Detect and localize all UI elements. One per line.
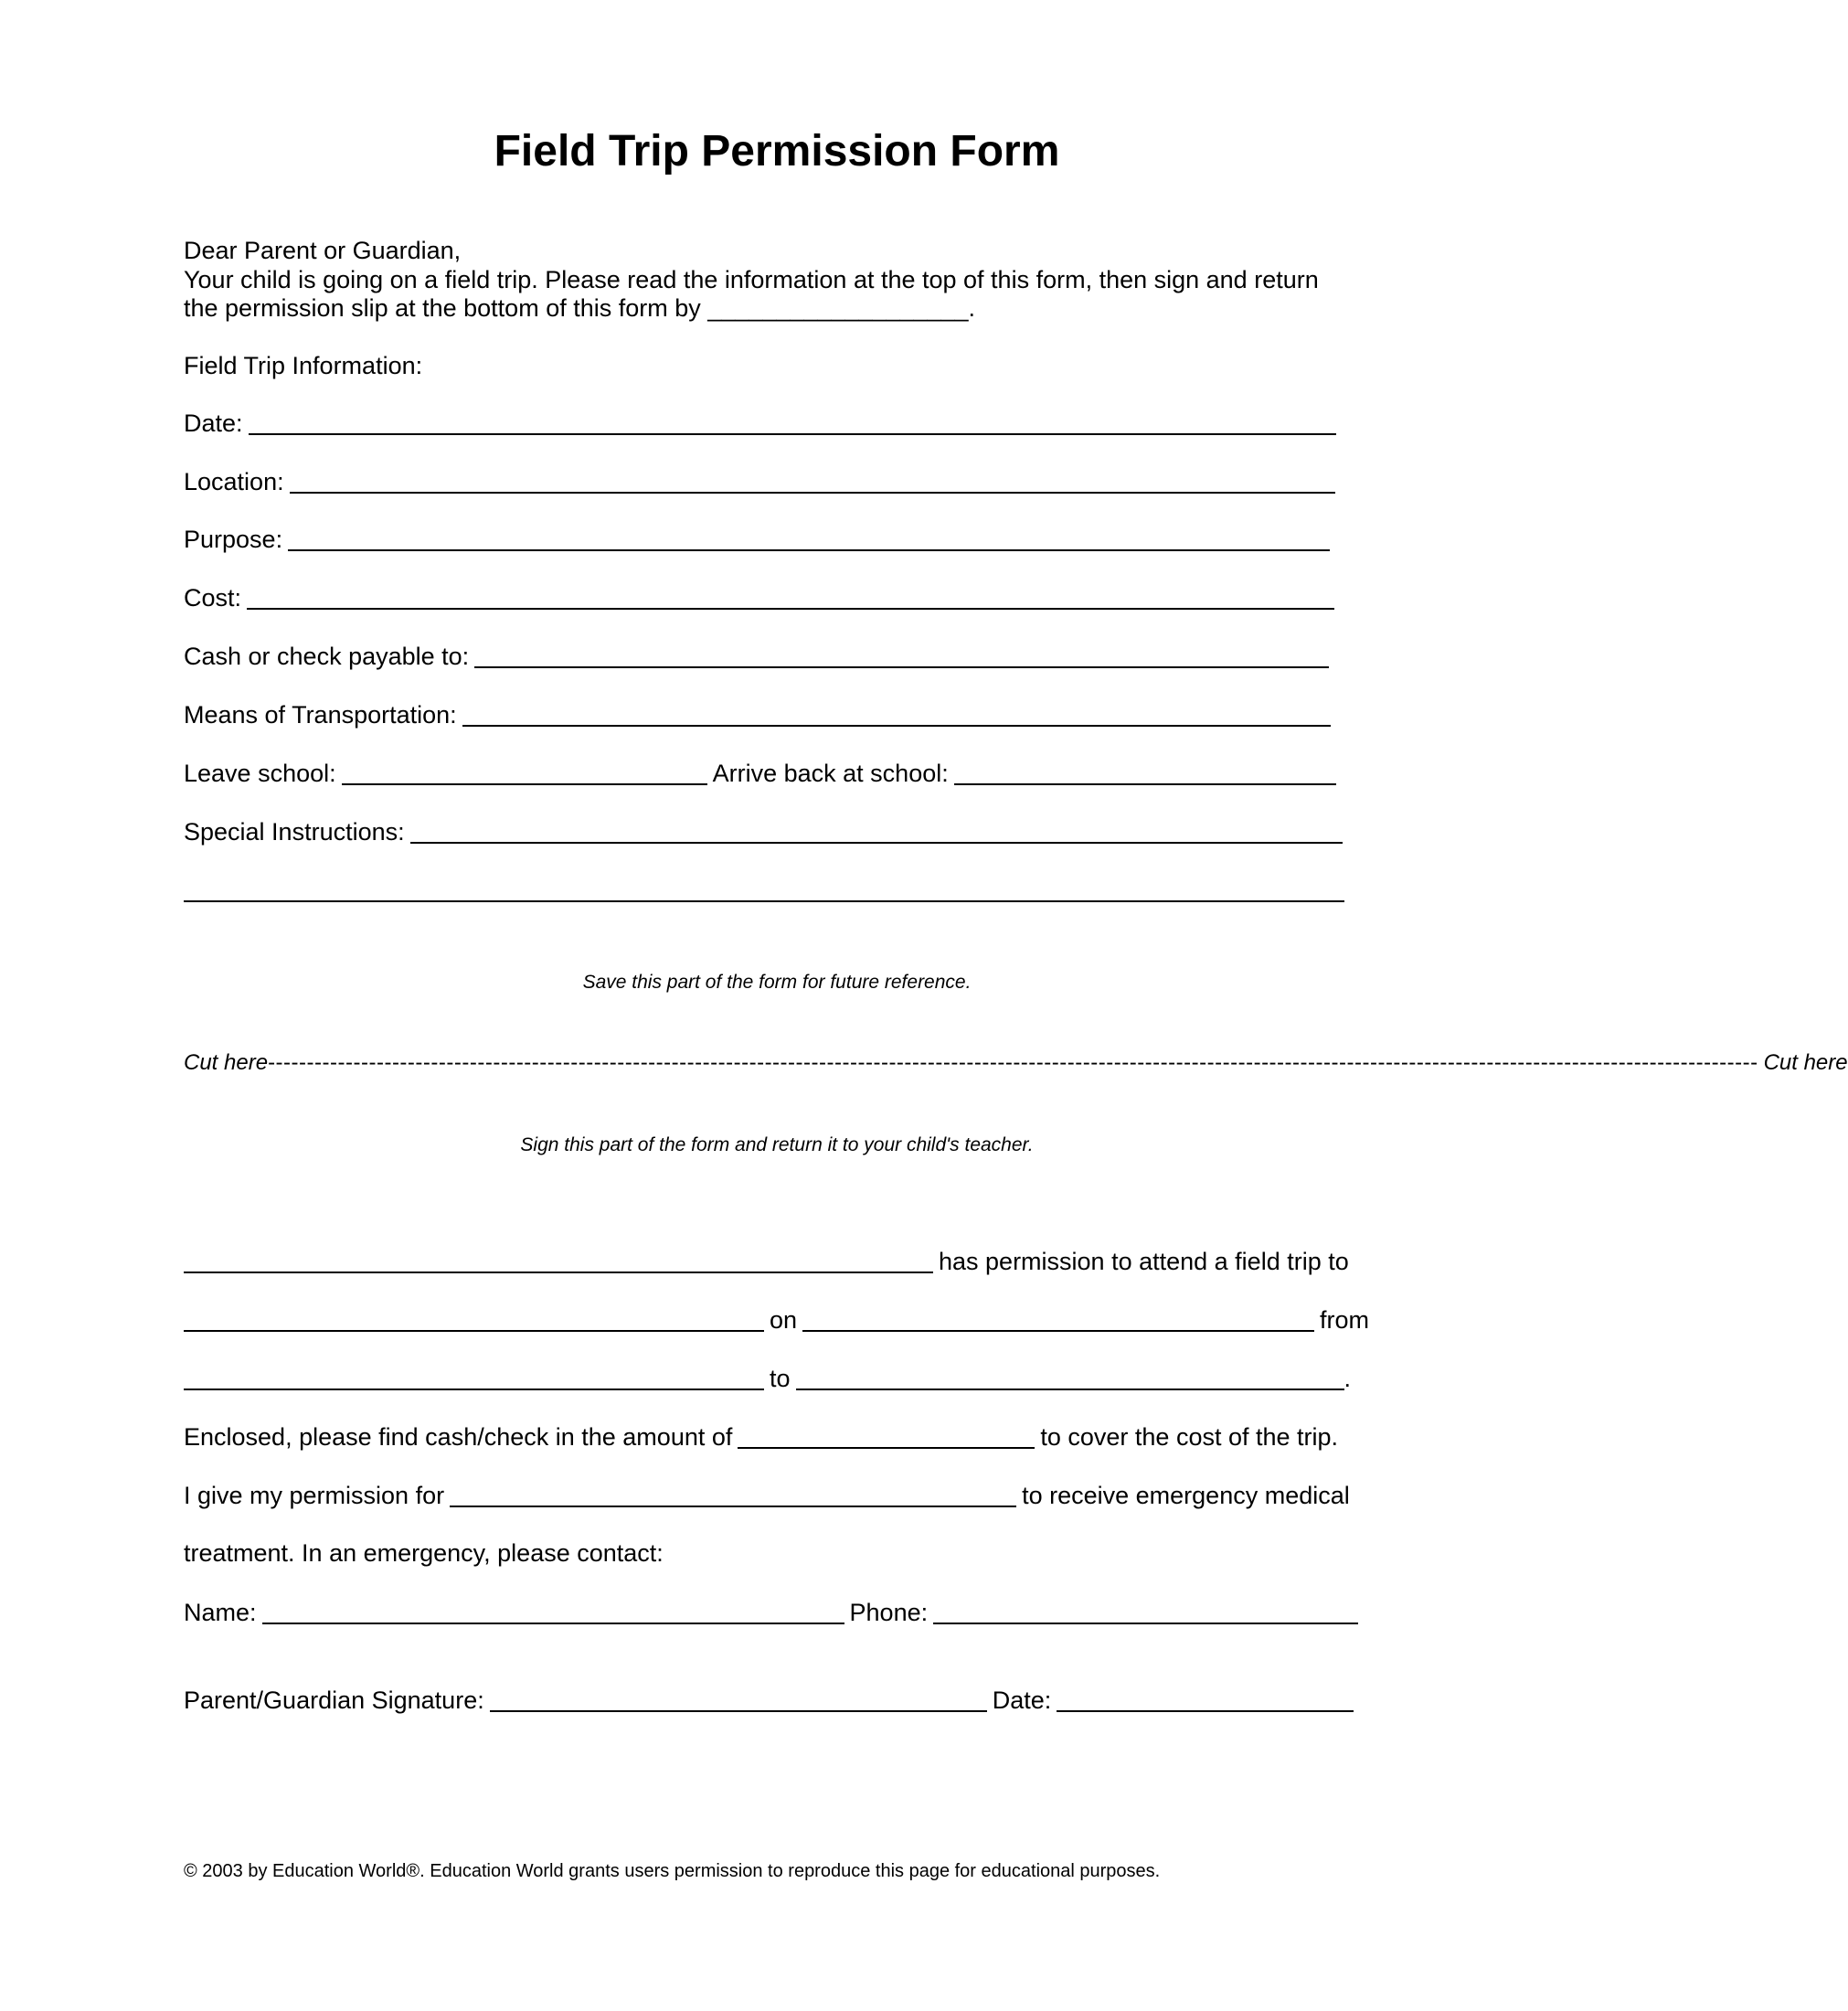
enclosed-suffix: to cover the cost of the trip. (1040, 1423, 1339, 1451)
has-permission-text: has permission to attend a field trip to (939, 1248, 1349, 1275)
period-text: . (1344, 1365, 1352, 1392)
cut-line (184, 1049, 1848, 1077)
info-heading: Field Trip Information: (184, 352, 423, 379)
permission-suffix: to receive emergency medical (1022, 1482, 1350, 1509)
cut-dashes: ------------------------------------------------------------------------------------------------------------------------------------------------------------------------------------------------ (268, 1050, 1758, 1075)
cost-field[interactable] (247, 584, 1334, 610)
arrive-label: Arrive back at school: (712, 760, 949, 787)
transportation-field[interactable] (462, 701, 1331, 727)
intro-line-2: the permission slip at the bottom of this form by ___________________. (184, 294, 976, 322)
on-text: on (770, 1306, 798, 1334)
leave-school-field[interactable] (342, 760, 707, 785)
purpose-field[interactable] (288, 526, 1330, 551)
from-text: from (1320, 1306, 1370, 1334)
special-instructions-field[interactable] (410, 818, 1343, 844)
slip-row-5 (184, 1479, 1372, 1510)
phone-label: Phone: (849, 1599, 929, 1626)
signature-field[interactable] (490, 1686, 987, 1712)
purpose-label: Purpose: (184, 526, 283, 553)
greeting: Dear Parent or Guardian, (184, 237, 462, 264)
special-instructions-field-line-2[interactable] (184, 877, 1344, 902)
intro-line-1: Your child is going on a field trip. Please read the information at the top of this form, then sign and return (184, 266, 1319, 293)
special-label: Special Instructions: (184, 818, 405, 846)
student-name-field[interactable] (184, 1248, 933, 1273)
transport-row (184, 698, 1372, 729)
slip-row-4 (184, 1420, 1372, 1452)
cost-label: Cost: (184, 584, 242, 612)
location-label: Location: (184, 468, 284, 495)
contact-row (184, 1596, 1372, 1627)
signature-row (184, 1684, 1372, 1715)
payable-to-field[interactable] (474, 643, 1329, 668)
payable-label: Cash or check payable to: (184, 643, 470, 670)
signature-date-field[interactable] (1057, 1686, 1354, 1712)
transport-label: Means of Transportation: (184, 701, 457, 729)
slip-row-2 (184, 1303, 1372, 1335)
special-row (184, 815, 1372, 846)
to-time-field[interactable] (796, 1365, 1344, 1390)
slip-row-3 (184, 1362, 1372, 1393)
destination-field[interactable] (184, 1306, 764, 1332)
special-row-2 (184, 874, 1372, 905)
treatment-text: treatment. In an emergency, please contact: (184, 1539, 664, 1567)
leave-label: Leave school: (184, 760, 336, 787)
payable-row (184, 640, 1372, 671)
cost-row (184, 581, 1372, 612)
slip-date-field[interactable] (802, 1306, 1314, 1332)
signature-date-label: Date: (992, 1686, 1052, 1714)
from-time-field[interactable] (184, 1365, 764, 1390)
arrive-back-field[interactable] (954, 760, 1336, 785)
leave-arrive-row (184, 757, 1372, 788)
sign-note: Sign this part of the form and return it to your child's teacher. (520, 1134, 1034, 1155)
signature-label: Parent/Guardian Signature: (184, 1686, 484, 1714)
emergency-phone-field[interactable] (933, 1599, 1358, 1624)
permission-prefix: I give my permission for (184, 1482, 445, 1509)
name-label: Name: (184, 1599, 257, 1626)
cut-here-right: Cut here (1763, 1050, 1848, 1075)
trip-date-field[interactable] (249, 410, 1336, 435)
date-row (184, 407, 1372, 438)
amount-field[interactable] (738, 1423, 1035, 1449)
cut-here-left: Cut here (184, 1050, 269, 1075)
location-row (184, 465, 1372, 496)
slip-row-1 (184, 1245, 1372, 1276)
purpose-row (184, 523, 1372, 554)
form-title: Field Trip Permission Form (494, 127, 1060, 176)
location-field[interactable] (290, 468, 1335, 494)
save-note: Save this part of the form for future reference. (582, 972, 972, 993)
date-label: Date: (184, 410, 243, 437)
child-name-medical-field[interactable] (450, 1482, 1016, 1507)
emergency-name-field[interactable] (262, 1599, 844, 1624)
to-text: to (770, 1365, 791, 1392)
enclosed-prefix: Enclosed, please find cash/check in the amount of (184, 1423, 733, 1451)
copyright-footer: © 2003 by Education World®. Education World grants users permission to reproduce this page for educational purposes. (184, 1861, 1161, 1881)
